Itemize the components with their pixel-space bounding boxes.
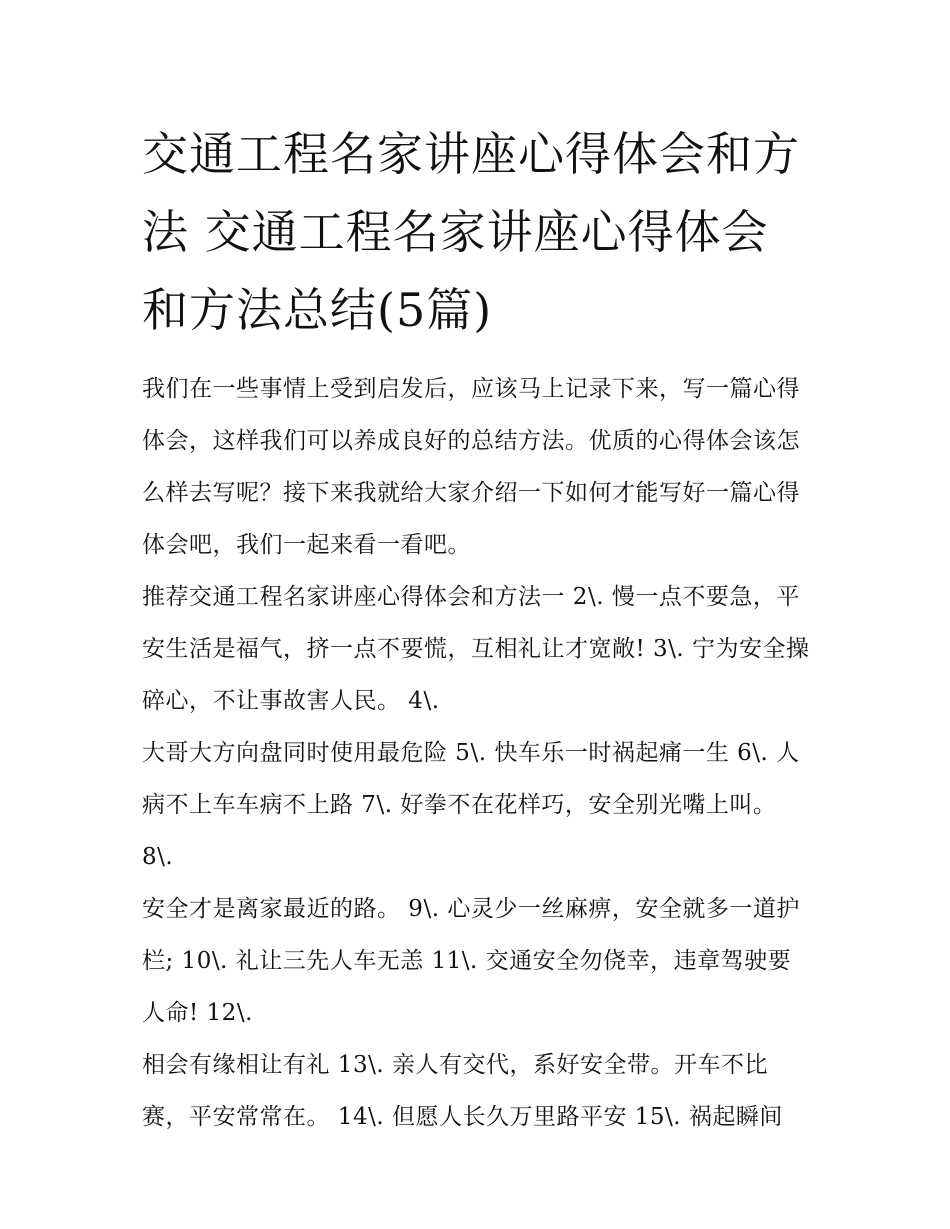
paragraph-slogans-1: 推荐交通工程名家讲座心得体会和方法一 2\. 慢一点不要急，平安生活是福气，挤一点不要慌，互相礼让才宽敞! 3\. 宁为安全操碎心，不让事故害人民。 4\. [142, 584, 810, 714]
paragraph-intro: 我们在一些事情上受到启发后，应该马上记录下来，写一篇心得体会，这样我们可以养成良好的总结方法。优质的心得体会该怎么样去写呢？接下来我就给大家介绍一下如何才能写好一篇心得体会吧，我们一起来看一看吧。 [142, 376, 800, 558]
paragraph-slogans-4: 相会有缘相让有礼 13\. 亲人有交代，系好安全带。开车不比赛，平安常常在。 14\. 但愿人长久万里路平安 15\. 祸起瞬间 [142, 1052, 783, 1130]
paragraph-slogans-2: 大哥大方向盘同时使用最危险 5\. 快车乐一时祸起痛一生 6\. 人病不上车车病不上路 7\. 好拳不在花样巧，安全别光嘴上叫。 8\. [142, 740, 800, 870]
document-title: 交通工程名家讲座心得体会和方法 交通工程名家讲座心得体会和方法总结(5篇) [142, 127, 800, 337]
paragraph-slogans-3: 安全才是离家最近的路。 9\. 心灵少一丝麻痹，安全就多一道护栏; 10\. 礼让三先人车无恙 11\. 交通安全勿侥幸，违章驾驶要人命! 12\. [142, 896, 800, 1026]
document-page [142, 115, 814, 1143]
